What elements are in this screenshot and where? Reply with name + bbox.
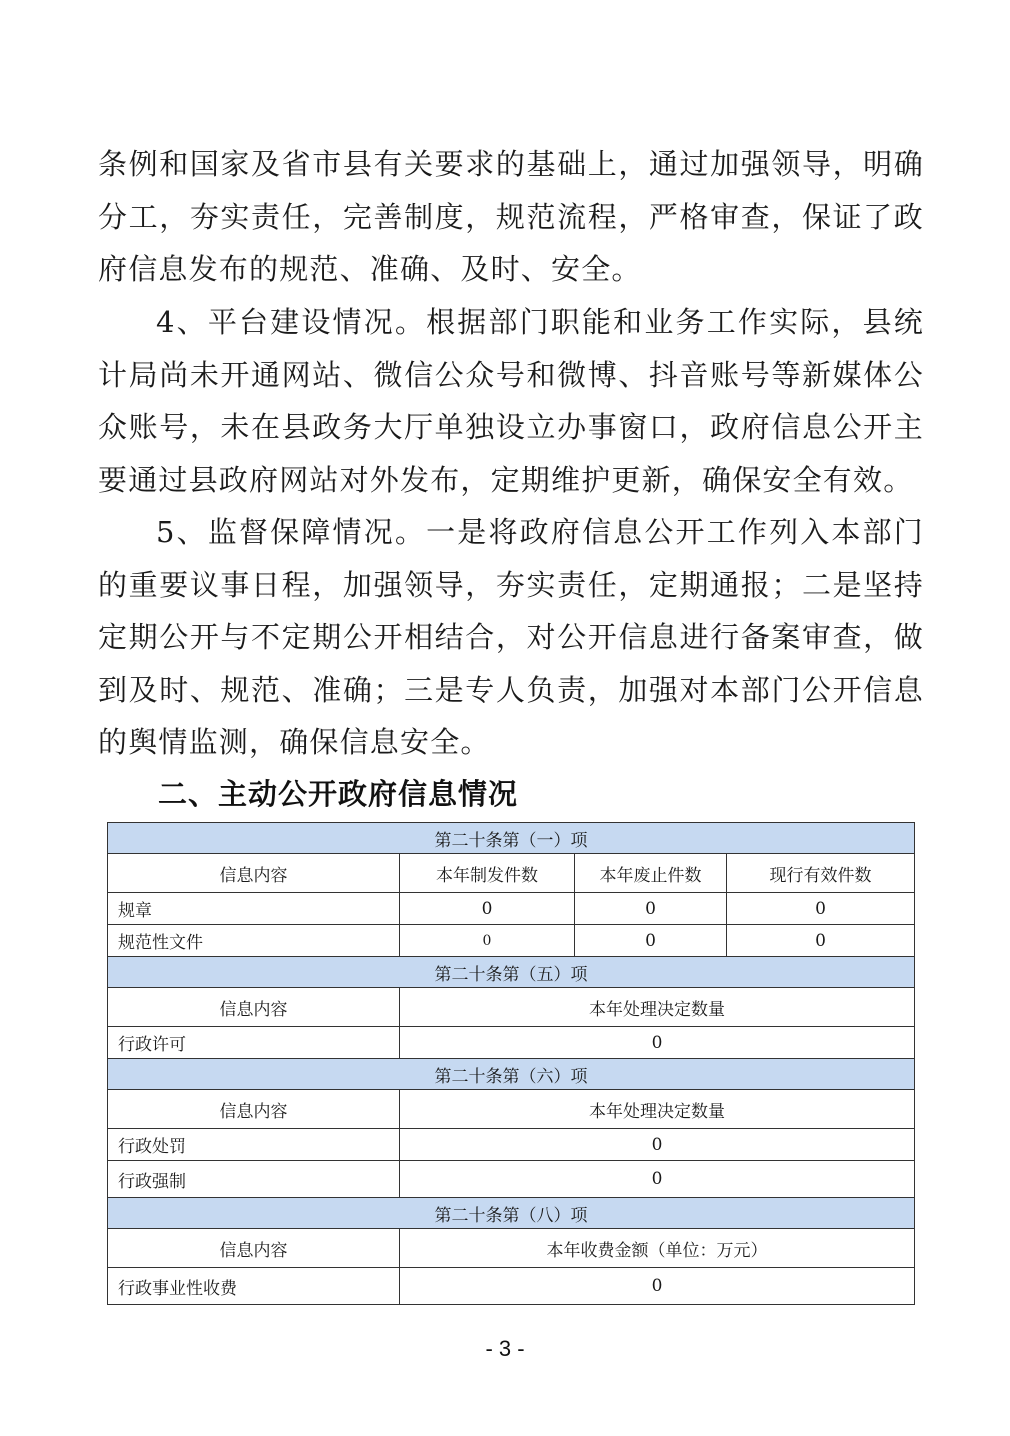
table-section-row (108, 1059, 915, 1090)
table-row (108, 925, 915, 957)
header-issued-count: 本年制发件数 (400, 854, 575, 893)
row-value: 0 (400, 893, 575, 925)
section-title-5: 第二十条第（五）项 (108, 957, 915, 988)
table-section-row (108, 1198, 915, 1229)
header-decision-count: 本年处理决定数量 (400, 1090, 915, 1129)
row-value: 0 (400, 1129, 915, 1161)
row-value: 0 (575, 925, 727, 957)
row-value: 0 (727, 925, 915, 957)
section-title-6: 第二十条第（六）项 (108, 1059, 915, 1090)
row-value: 0 (400, 1268, 915, 1305)
header-info-content: 信息内容 (108, 988, 400, 1027)
table-section-row (108, 823, 915, 854)
header-info-content: 信息内容 (108, 854, 400, 893)
row-value: 0 (575, 893, 727, 925)
disclosure-table (107, 822, 915, 1305)
table-row (108, 893, 915, 925)
row-label: 行政许可 (108, 1027, 400, 1059)
table-header-row (108, 988, 915, 1027)
paragraph-platform-construction: 4、平台建设情况。根据部门职能和业务工作实际，县统计局尚未开通网站、微信公众号和微博、抖音账号等新媒体公众账号，未在县政务大厅单独设立办事窗口，政府信息公开主要通过县政府网站对外发布，定期维护更新，确保安全有效。 (98, 305, 924, 497)
row-value: 0 (400, 1161, 915, 1198)
row-value: 0 (400, 925, 575, 957)
section-title-1: 第二十条第（一）项 (108, 823, 915, 854)
section-heading: 二、主动公开政府信息情况 (158, 777, 519, 811)
row-value: 0 (727, 893, 915, 925)
row-label: 行政处罚 (108, 1129, 400, 1161)
table-row (108, 1027, 915, 1059)
header-info-content: 信息内容 (108, 1229, 400, 1268)
table-row (108, 1161, 915, 1198)
table-section-row (108, 957, 915, 988)
table-header-row (108, 1090, 915, 1129)
header-valid-count: 现行有效件数 (727, 854, 915, 893)
page-number: - 3 - (485, 1336, 525, 1361)
table-header-row (108, 854, 915, 893)
row-label: 规章 (108, 893, 400, 925)
paragraph-continuation: 条例和国家及省市县有关要求的基础上，通过加强领导，明确分工，夯实责任，完善制度，规范流程，严格审查，保证了政府信息发布的规范、准确、及时、安全。 (98, 147, 924, 286)
row-label: 行政事业性收费 (108, 1268, 400, 1305)
table-row (108, 1268, 915, 1305)
header-info-content: 信息内容 (108, 1090, 400, 1129)
header-repealed-count: 本年废止件数 (575, 854, 727, 893)
table-row (108, 1129, 915, 1161)
header-decision-count: 本年处理决定数量 (400, 988, 915, 1027)
table-header-row (108, 1229, 915, 1268)
header-fee-amount: 本年收费金额（单位：万元） (400, 1229, 915, 1268)
paragraph-supervision: 5、监督保障情况。一是将政府信息公开工作列入本部门的重要议事日程，加强领导，夯实责任，定期通报；二是坚持定期公开与不定期公开相结合，对公开信息进行备案审查，做到及时、规范、准确；三是专人负责，加强对本部门公开信息的舆情监测，确保信息安全。 (98, 515, 924, 759)
row-label: 规范性文件 (108, 925, 400, 957)
section-title-8: 第二十条第（八）项 (108, 1198, 915, 1229)
row-label: 行政强制 (108, 1161, 400, 1198)
row-value: 0 (400, 1027, 915, 1059)
